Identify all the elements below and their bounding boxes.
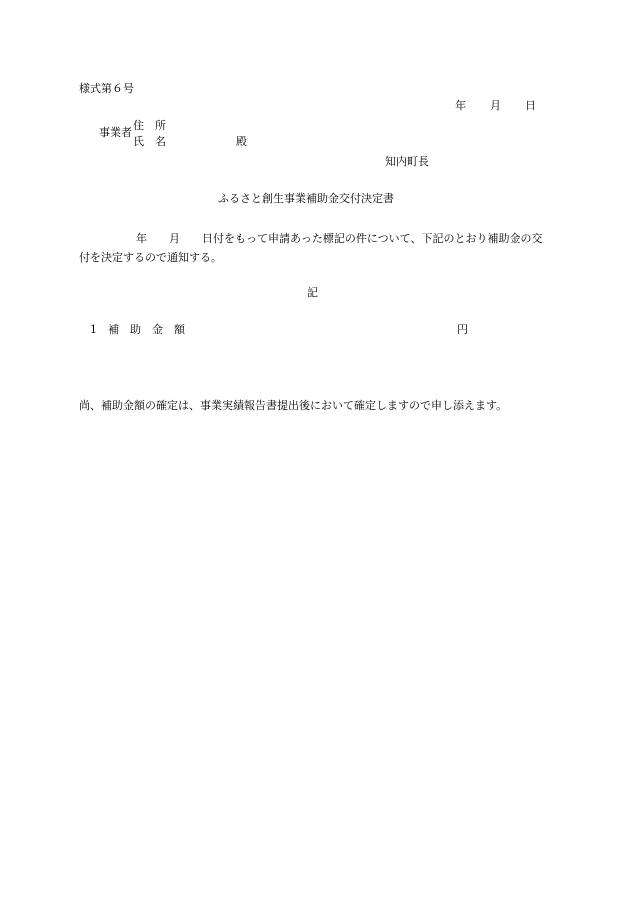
form-number: 様式第６号 [79, 82, 134, 95]
date-year: 年 [455, 99, 466, 112]
item-number: 1 [90, 323, 97, 336]
body-year: 年 [136, 232, 147, 245]
ki-heading: 記 [307, 286, 318, 299]
date-day: 日 [525, 99, 536, 112]
date-line [455, 100, 536, 111]
document-title: ふるさと創生事業補助金交付決定書 [218, 192, 394, 205]
name-label: 氏 名 [133, 135, 166, 148]
date-month: 月 [490, 99, 501, 112]
address-label: 住 所 [133, 119, 166, 132]
note: 尚、補助金額の確定は、事業実績報告書提出後において確定しますので申し添えます。 [79, 399, 508, 412]
item-label: 補 助 金 額 [108, 323, 185, 336]
body-text: 日付をもって申請あった標記の件について、下記のとおり補助金の交付を決定するので通知する。 [79, 232, 543, 264]
issuer: 知内町長 [385, 155, 429, 168]
addressee-label: 事業者 [99, 126, 132, 139]
item-unit: 円 [457, 323, 468, 336]
honorific: 殿 [236, 135, 247, 148]
body-paragraph [79, 229, 551, 267]
body-month: 月 [169, 232, 180, 245]
